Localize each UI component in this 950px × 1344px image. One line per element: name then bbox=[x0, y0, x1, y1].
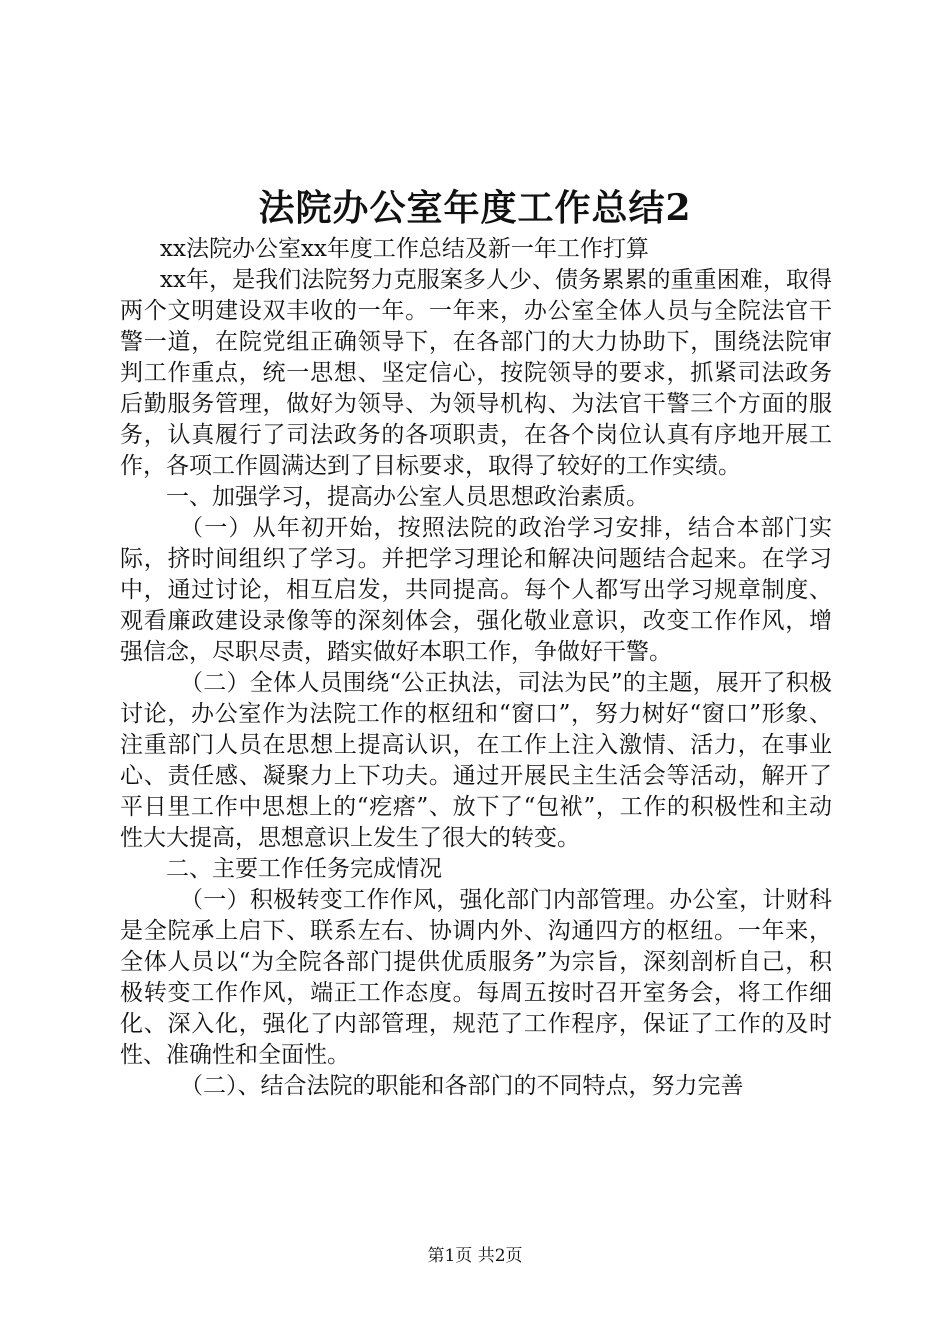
section-2-item-1: （一）积极转变工作作风，强化部门内部管理。办公室，计财科是全院承上启下、联系左右、协调内外、沟通四方的枢纽。一年来，全体人员以“为全院各部门提供优质服务”为宗旨，深刻剖析自己，积极转变工作作风，端正工作态度。每周五按时召开室务会，将工作细化、深入化，强化了内部管理，规范了工作程序，保证了工作的及时性、准确性和全面性。 bbox=[120, 887, 832, 1068]
section-1-item-2: （二）全体人员围绕“公正执法，司法为民”的主题，展开了积极讨论，办公室作为法院工作的枢纽和“窗口”，努力树好“窗口”形象、注重部门人员在思想上提高认识，在工作上注入激情、活力，在事业心、责任感、凝聚力上下功夫。通过开展民主生活会等活动，解开了平日里工作中思想上的“疙瘩”、放下了“包袱”，工作的积极性和主动性大大提高，思想意识上发生了很大的转变。 bbox=[120, 670, 832, 851]
section-2-item-2: （二）、结合法院的职能和各部门的不同特点，努力完善 bbox=[180, 1073, 744, 1099]
page-footer: 第1页 共2页 bbox=[427, 1246, 523, 1266]
document-title: 法院办公室年度工作总结2 bbox=[258, 187, 692, 229]
section-1-item-1: （一）从年初开始，按照法院的政治学习安排，结合本部门实际，挤时间组织了学习。并把学习理论和解决问题结合起来。在学习中，通过讨论，相互启发，共同提高。每个人都写出学习规章制度、观看廉政建设录像等的深刻体会，强化敬业意识，改变工作作风，增强信念，尽职尽责，踏实做好本职工作，争做好干警。 bbox=[120, 515, 832, 665]
section-heading-2: 二、主要工作任务完成情况 bbox=[166, 856, 442, 882]
subtitle-paragraph: xx法院办公室xx年度工作总结及新一年工作打算 bbox=[160, 236, 649, 262]
document-body bbox=[120, 234, 832, 1102]
section-heading-1: 一、加强学习，提高办公室人员思想政治素质。 bbox=[166, 484, 649, 510]
intro-paragraph: xx年，是我们法院努力克服案多人少、债务累累的重重困难，取得两个文明建设双丰收的一年。一年来，办公室全体人员与全院法官干警一道，在院党组正确领导下，在各部门的大力协助下，围绕法院审判工作重点，统一思想、坚定信心，按院领导的要求，抓紧司法政务后勤服务管理，做好为领导、为领导机构、为法官干警三个方面的服务，认真履行了司法政务的各项职责，在各个岗位认真有序地开展工作，各项工作圆满达到了目标要求，取得了较好的工作实绩。 bbox=[120, 267, 832, 479]
